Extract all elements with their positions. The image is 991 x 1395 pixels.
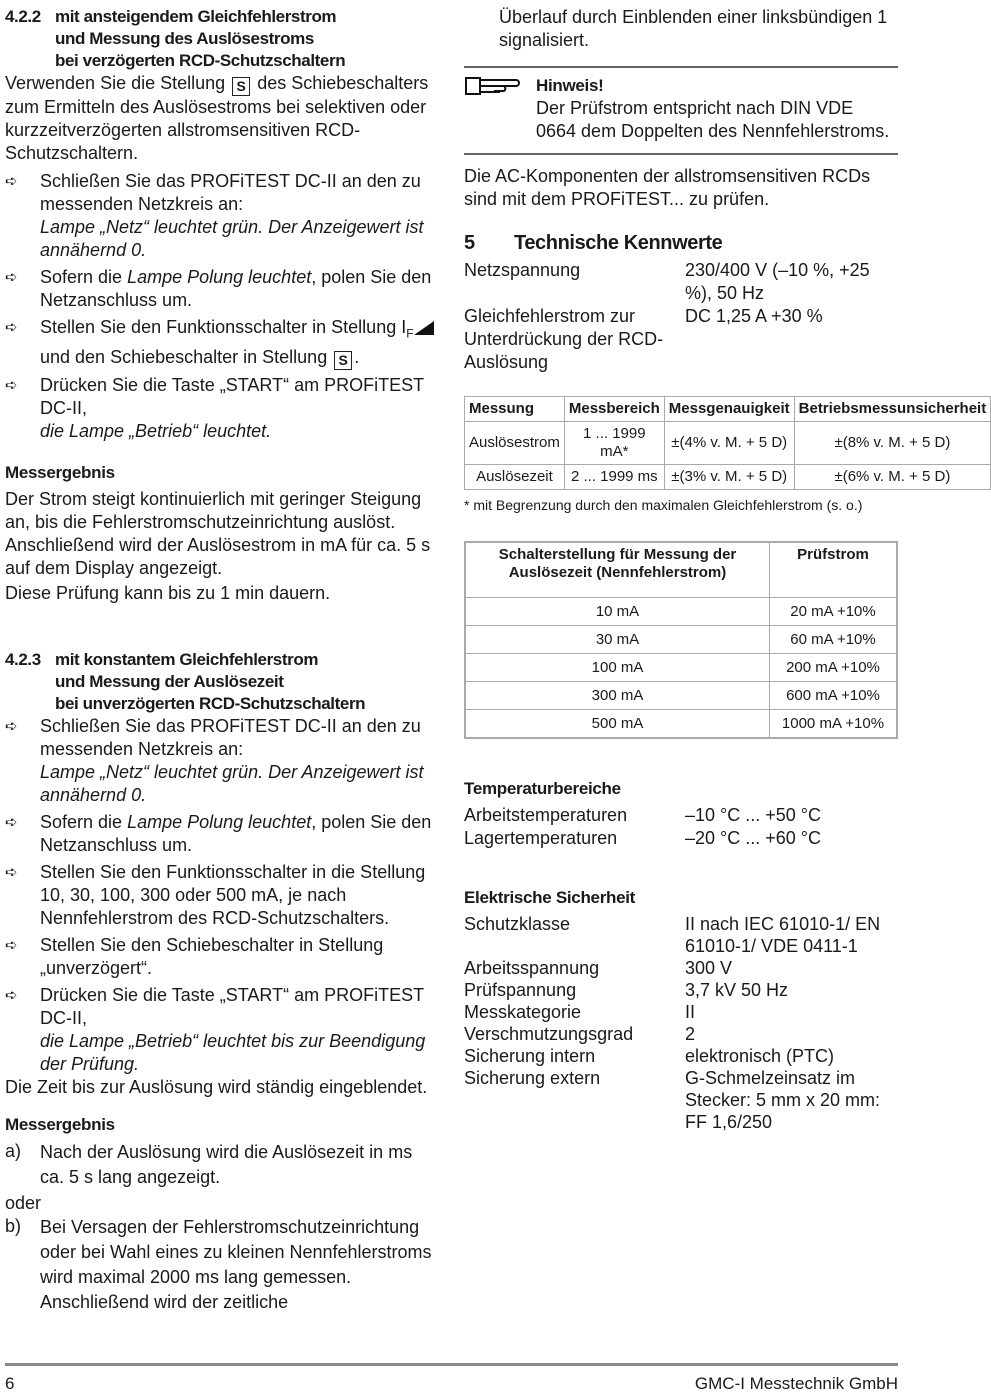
spec-key: Lagertemperaturen [464, 828, 618, 848]
s-switch-symbol: S [334, 351, 352, 370]
temperature-list [464, 804, 898, 850]
section-heading-5 [464, 231, 898, 255]
divider [464, 66, 898, 68]
table-header-cell: Betriebsmessunsicherheit [794, 397, 991, 422]
result-heading: Messergebnis [5, 1114, 115, 1134]
spec-value: –20 °C ... +60 °C [685, 828, 821, 848]
section-title: Technische Kennwerte [514, 232, 723, 254]
table-header-cell: Messbereich [564, 397, 664, 422]
table-cell: 500 mA [465, 710, 770, 739]
section-heading-4-2-2 [5, 6, 435, 72]
arrow-icon: ➪ [5, 269, 18, 286]
arrow-icon: ➪ [5, 813, 18, 831]
spec-key: Sicherung extern [464, 1068, 601, 1088]
step-text: Stellen Sie den Funktionsschalter in Stellung [40, 317, 397, 337]
step-text: Sofern die [40, 267, 123, 287]
spec-row [464, 1023, 898, 1045]
spec-row [464, 913, 898, 957]
spec-value: 300 V [685, 958, 733, 978]
list-item [5, 861, 435, 930]
list-marker: b) [5, 1215, 22, 1236]
table-cell: ±(4% v. M. + 5 D) [664, 422, 794, 465]
spec-row [464, 804, 898, 827]
table-cell: 20 mA +10% [770, 598, 898, 626]
arrow-icon: ➪ [5, 863, 18, 881]
s-switch-symbol: S [232, 77, 250, 96]
spec-row [464, 1067, 898, 1133]
step-text: Drücken Sie die Taste „START“ am PROFiTEST DC-II, [40, 374, 424, 418]
spec-value: 230/400 V (–10 %, +25 %), 50 Hz [685, 260, 870, 303]
spec-key: Gleichfehlerstrom zur Unterdrückung der RCD-Auslösung [464, 306, 664, 372]
step-text: . [354, 346, 360, 367]
table-header-row [465, 397, 991, 422]
spec-value: 2 [685, 1024, 696, 1044]
result-text: Nach der Auslösung wird die Auslösezeit in ms ca. 5 s lang angezeigt. [40, 1141, 413, 1187]
intro-paragraph [5, 72, 435, 165]
table-header-cell: Prüfstrom [770, 542, 898, 598]
table-row [465, 710, 897, 739]
divider [464, 153, 898, 155]
page-number: 6 [5, 1374, 15, 1393]
section-number: 4.2.3 [5, 649, 41, 669]
table-cell: 2 ... 1999 ms [564, 465, 664, 490]
list-item [5, 934, 435, 980]
table-header-cell: Schalterstellung für Messung der Auslösezeit (Nennfehlerstrom) [465, 542, 770, 598]
spec-row [464, 259, 898, 305]
hint-box [464, 74, 898, 143]
step-text: Schließen Sie das PROFiTEST DC-II an den zu messenden Netzkreis an: [40, 715, 421, 759]
spec-value: G-Schmelzeinsatz im Stecker: 5 mm x 20 mm: FF 1,6/250 [685, 1068, 881, 1132]
table-cell: 300 mA [465, 682, 770, 710]
list-item [5, 715, 435, 807]
step-text: , polen Sie den Netzanschluss um. [40, 267, 432, 310]
table-cell: ±(3% v. M. + 5 D) [664, 465, 794, 490]
step-emphasis: Lampe Polung leuchtet [127, 811, 312, 832]
list-marker: a) [5, 1140, 22, 1161]
table-row [465, 465, 991, 490]
list-item [5, 1215, 435, 1315]
left-column [5, 6, 435, 1315]
table-cell: ±(8% v. M. + 5 D) [794, 422, 991, 465]
spec-key: Schutzklasse [464, 914, 571, 934]
table-cell: 1 ... 1999 mA* [564, 422, 664, 465]
result-paragraph: Diese Prüfung kann bis zu 1 min dauern. [5, 582, 331, 603]
spec-key: Sicherung intern [464, 1046, 596, 1066]
table-row [465, 682, 897, 710]
spec-key: Arbeitstemperaturen [464, 805, 628, 825]
result-heading: Messergebnis [5, 462, 115, 482]
hint-text: Der Prüfstrom entspricht nach DIN VDE 0664 dem Doppelten des Nennfehlerstroms. [536, 98, 890, 141]
list-item [5, 811, 435, 857]
right-column [464, 6, 987, 1133]
step-text: Stellen Sie den Funktionsschalter in die Stellung 10, 30, 100, 300 oder 500 mA, je nach Nennfehlerstrom des RCD-Schutzschalters. [40, 861, 426, 928]
list-item [5, 170, 435, 262]
result-text: Bei Versagen der Fehlerstromschutzeinrichtung oder bei Wahl eines zu kleinen Nennfehlerstroms wird maximal 2000 ms lang gemessen. Anschließend wird der zeitliche [40, 1216, 432, 1312]
table-cell: 200 mA +10% [770, 654, 898, 682]
arrow-icon: ➪ [5, 936, 18, 954]
table-header-cell: Messgenauigkeit [664, 397, 794, 422]
section-number: 4.2.2 [5, 7, 41, 26]
spec-key: Arbeitsspannung [464, 958, 600, 978]
arrow-icon: ➪ [5, 376, 18, 394]
spec-row [464, 305, 898, 374]
oder-text: oder [5, 1192, 42, 1213]
spec-value: DC 1,25 A +30 % [685, 306, 823, 326]
table-row [465, 422, 991, 465]
section-title-line: mit ansteigendem Gleichfehlerstrom [55, 7, 337, 26]
section-title-line: mit konstantem Gleichfehlerstrom [55, 649, 319, 669]
spec-value: elektronisch (PTC) [685, 1046, 835, 1066]
spec-value: II nach IEC 61010-1/ EN 61010-1/ VDE 0411-1 [685, 914, 881, 956]
safety-list [464, 913, 898, 1133]
table-cell: 60 mA +10% [770, 626, 898, 654]
intro-text: des Schiebeschalters zum Ermitteln des Auslösestroms bei selektiven oder kurzzeitverzögerten allstromsensitiven RCD-Schutzschaltern. [5, 73, 429, 163]
step-note: die Lampe „Betrieb“ leuchtet. [40, 420, 272, 441]
safety-heading: Elektrische Sicherheit [464, 888, 636, 907]
spec-value: II [685, 1002, 696, 1022]
list-item [5, 984, 435, 1076]
table-header-row [465, 542, 897, 598]
spec-row [464, 827, 898, 850]
table-cell: 100 mA [465, 654, 770, 682]
step-note: die Lampe „Betrieb“ leuchtet bis zur Beendigung der Prüfung. [40, 1030, 426, 1074]
step-note: Lampe „Netz“ leuchtet grün. Der Anzeigewert ist annähernd 0. [40, 217, 424, 260]
table-cell: ±(6% v. M. + 5 D) [794, 465, 991, 490]
step-note: Lampe „Netz“ leuchtet grün. Der Anzeigewert ist annähernd 0. [40, 761, 424, 805]
table-cell: Auslösezeit [465, 465, 565, 490]
table-row [465, 654, 897, 682]
footer-divider [5, 1363, 898, 1366]
table-footnote: * mit Begrenzung durch den maximalen Gleichfehlerstrom (s. o.) [464, 497, 863, 513]
spec-value: 3,7 kV 50 Hz [685, 980, 789, 1000]
arrow-icon: ➪ [5, 173, 18, 190]
section-title-line: und Messung des Auslösestroms [55, 29, 314, 48]
arrow-icon: ➪ [5, 319, 18, 336]
hint-heading: Hinweis! [536, 76, 604, 95]
spec-row [464, 979, 898, 1001]
temperature-heading: Temperaturbereiche [464, 779, 621, 798]
step-text: Schließen Sie das PROFiTEST DC-II an den zu messenden Netzkreis an: [40, 171, 421, 214]
spec-value: –10 °C ... +50 °C [685, 805, 821, 825]
intro-text: Verwenden Sie die Stellung [5, 73, 226, 93]
overflow-paragraph: Überlauf durch Einblenden einer linksbündigen 1 signalisiert. [499, 7, 888, 50]
step-text: , polen Sie den Netzanschluss um. [40, 811, 432, 855]
section-heading-4-2-3 [5, 649, 435, 715]
spec-key: Messkategorie [464, 1002, 582, 1022]
table-cell: 10 mA [465, 598, 770, 626]
switch-table [464, 541, 898, 739]
list-item [5, 1140, 435, 1190]
spec-row [464, 957, 898, 979]
arrow-icon: ➪ [5, 986, 18, 1004]
table-cell: Auslösestrom [465, 422, 565, 465]
spec-key: Prüfspannung [464, 980, 577, 1000]
step-emphasis: Lampe Polung leuchtet [127, 267, 312, 287]
table-row [465, 598, 897, 626]
list-item [5, 266, 435, 312]
list-item [5, 316, 435, 370]
spec-key: Netzspannung [464, 260, 581, 280]
table-cell: 30 mA [465, 626, 770, 654]
list-item [5, 374, 435, 443]
section-number: 5 [464, 232, 475, 254]
table-cell: 1000 mA +10% [770, 710, 898, 739]
arrow-icon: ➪ [5, 717, 18, 735]
result-paragraph: Der Strom steigt kontinuierlich mit geringer Steigung an, bis die Fehlerstromschutzeinrichtung auslöst. Anschließend wird der Auslösestrom in mA für ca. 5 s auf dem Display angezeigt. [5, 488, 431, 578]
table-header-cell: Messung [465, 397, 565, 422]
section-title-line: bei verzögerten RCD-Schutzschaltern [55, 51, 346, 70]
spec-row [464, 1045, 898, 1067]
company-name: GMC-I Messtechnik GmbH [694, 1374, 898, 1393]
spec-key: Verschmutzungsgrad [464, 1024, 634, 1044]
section-title-line: bei unverzögerten RCD-Schutzschaltern [55, 693, 366, 713]
step-text: Sofern die [40, 811, 123, 832]
table-row [465, 626, 897, 654]
step-text: Drücken Sie die Taste „START“ am PROFiTEST DC-II, [40, 984, 424, 1028]
table-cell: 600 mA +10% [770, 682, 898, 710]
spec-row [464, 1001, 898, 1023]
ac-paragraph: Die AC-Komponenten der allstromsensitiven RCDs sind mit dem PROFiTEST... zu prüfen. [464, 166, 871, 209]
section-title-line: und Messung der Auslösezeit [55, 671, 284, 691]
if-ramp-symbol: $I_F$ [401, 317, 433, 337]
step-text: und den Schiebeschalter in Stellung [40, 346, 328, 367]
measurement-table [464, 396, 991, 490]
pointing-hand-icon [464, 74, 536, 143]
step-text: Stellen Sie den Schiebeschalter in Stellung „unverzögert“. [40, 934, 384, 978]
display-paragraph: Die Zeit bis zur Auslösung wird ständig eingeblendet. [5, 1076, 428, 1097]
tech-specs [464, 259, 898, 374]
